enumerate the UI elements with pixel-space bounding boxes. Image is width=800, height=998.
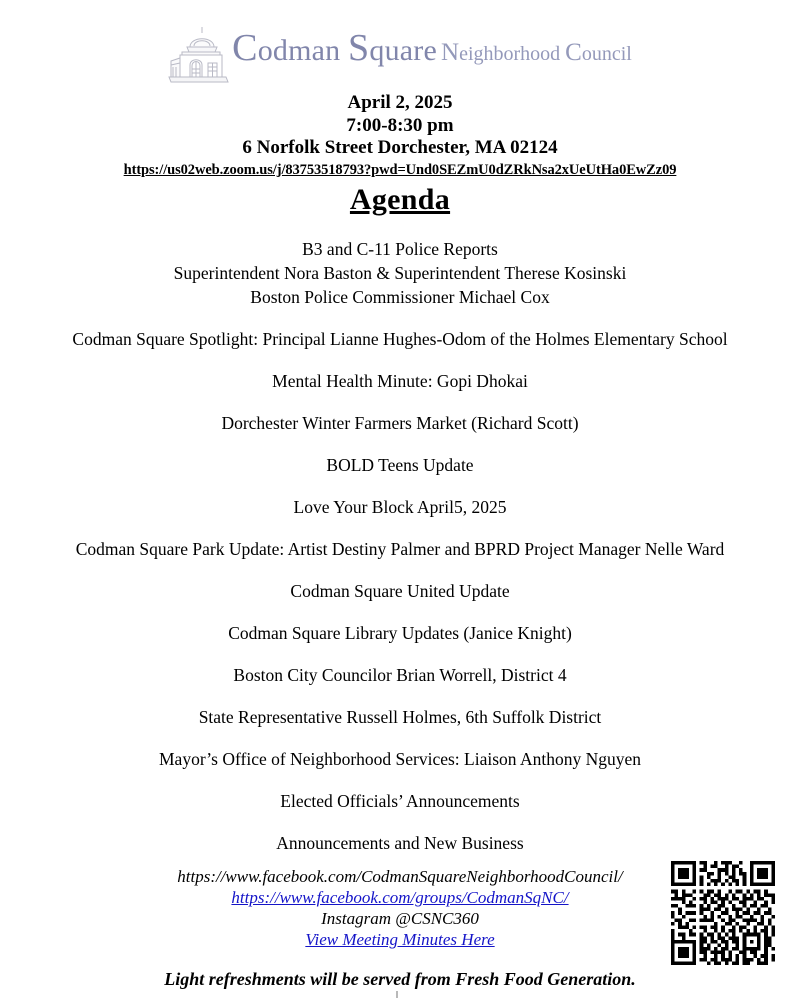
agenda-group [0, 537, 800, 561]
agenda-group [0, 789, 800, 813]
page-edge-artifact [396, 991, 398, 998]
agenda-item: Superintendent Nora Baston & Superintendent Therese Kosinski [173, 262, 627, 283]
qr-code-icon[interactable] [671, 861, 775, 965]
agenda-item: State Representative Russell Holmes, 6th Suffolk District [198, 706, 602, 727]
organization-logo [0, 0, 800, 86]
agenda-group [0, 705, 800, 729]
agenda-group [0, 621, 800, 645]
agenda-item: Boston City Councilor Brian Worrell, District 4 [233, 664, 567, 685]
agenda-item: Love Your Block April5, 2025 [293, 496, 507, 517]
agenda-item: Dorchester Winter Farmers Market (Richard Scott) [221, 412, 579, 433]
instagram-handle: Instagram @CSNC360 [321, 909, 479, 928]
agenda-item: B3 and C-11 Police Reports [302, 238, 498, 259]
meeting-address: 6 Norfolk Street Dorchester, MA 02124 [242, 137, 558, 158]
document-footer [0, 858, 800, 998]
meeting-time: 7:00-8:30 pm [346, 114, 454, 136]
codman-square-building-icon [168, 25, 230, 83]
agenda-item: Codman Square United Update [290, 580, 510, 601]
agenda-item: Mental Health Minute: Gopi Dhokai [272, 370, 528, 391]
agenda-item: Boston Police Commissioner Michael Cox [250, 286, 550, 307]
refreshments-note: Light refreshments will be served from Fresh Food Generation. [164, 969, 636, 989]
agenda-group [0, 369, 800, 393]
agenda-item: Announcements and New Business [276, 832, 524, 853]
agenda-item: Elected Officials’ Announcements [280, 790, 520, 811]
facebook-page-url[interactable]: https://www.facebook.com/CodmanSquareNeighborhoodCouncil/ [177, 867, 623, 886]
agenda-group [0, 831, 800, 855]
agenda-group [0, 327, 800, 351]
agenda-group [0, 237, 800, 309]
agenda-group [0, 663, 800, 687]
agenda-item: Mayor’s Office of Neighborhood Services: Liaison Anthony Nguyen [159, 748, 641, 769]
agenda-item: Codman Square Park Update: Artist Destiny Palmer and BPRD Project Manager Nelle Ward [75, 538, 725, 559]
agenda-group [0, 495, 800, 519]
meeting-minutes-link[interactable]: View Meeting Minutes Here [305, 930, 495, 949]
agenda-item: Codman Square Library Updates (Janice Knight) [228, 622, 572, 643]
meeting-details [0, 92, 800, 160]
meeting-date: April 2, 2025 [347, 92, 453, 113]
agenda-group [0, 579, 800, 603]
agenda-item: Codman Square Spotlight: Principal Lianne Hughes-Odom of the Holmes Elementary School [72, 328, 728, 349]
agenda-group [0, 411, 800, 435]
logo-line-2: Neighborhood Council [441, 39, 632, 66]
agenda-group [0, 747, 800, 771]
logo-line-1: Codman Square [232, 27, 438, 69]
page-title: Agenda [349, 182, 451, 216]
agenda-item: BOLD Teens Update [326, 454, 474, 475]
agenda-list [0, 237, 800, 855]
facebook-group-link[interactable]: https://www.facebook.com/groups/CodmanSqNC/ [231, 888, 569, 907]
logo-wordmark [232, 24, 632, 67]
zoom-meeting-link[interactable]: https://us02web.zoom.us/j/83753518793?pwd=Und0SEZmU0dZRkNsa2xUeUtHa0EwZz09 [123, 161, 677, 178]
agenda-group [0, 453, 800, 477]
